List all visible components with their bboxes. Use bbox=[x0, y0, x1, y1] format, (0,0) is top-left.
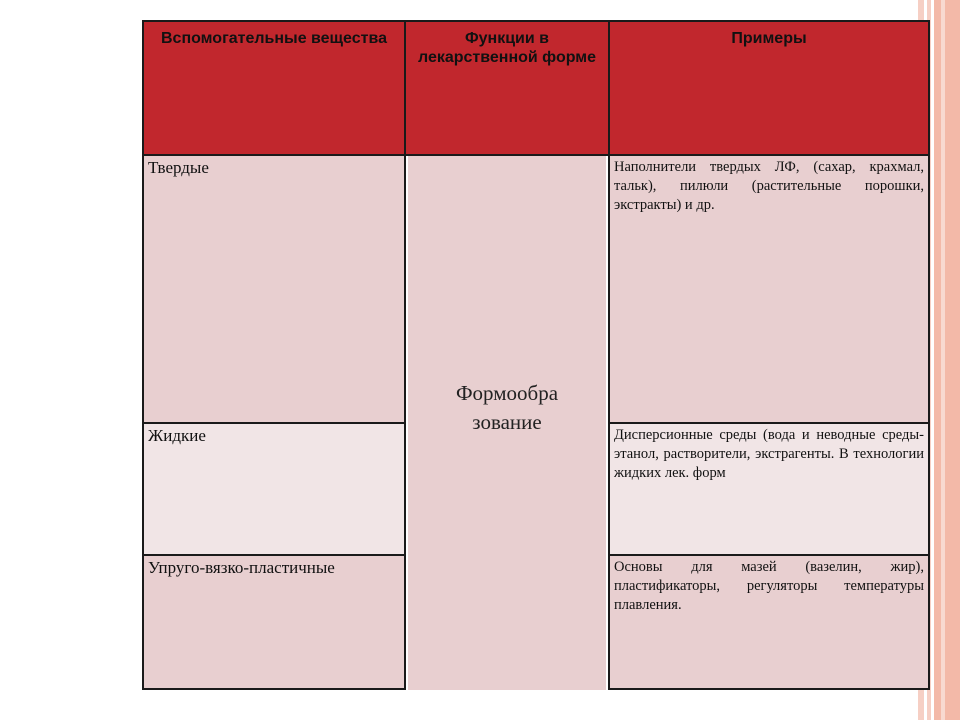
function-cell bbox=[408, 156, 606, 690]
header-functions: Функции в лекарственной форме bbox=[404, 20, 610, 156]
header-examples: Примеры bbox=[608, 20, 930, 156]
row-label-liquid: Жидкие bbox=[142, 422, 406, 556]
decor-stripe bbox=[934, 0, 960, 720]
row-label-solid: Твердые bbox=[142, 154, 406, 424]
function-text: Формообра зование bbox=[455, 381, 559, 434]
header-excipients: Вспомогательные вещества bbox=[142, 20, 406, 156]
row-label-elastic: Упруго-вязко-пластичные bbox=[142, 554, 406, 690]
decor-stripe bbox=[941, 0, 945, 720]
example-elastic: Основы для мазей (вазелин, жир), пластификаторы, регуляторы температуры плавления. bbox=[608, 554, 930, 690]
example-solid: Наполнители твердых ЛФ, (сахар, крахмал, тальк), пилюли (растительные порошки, экстракты) и др. bbox=[608, 154, 930, 424]
example-liquid: Дисперсионные среды (вода и неводные среды-этанол, растворители, экстрагенты. В технологии жидких лек. форм bbox=[608, 422, 930, 556]
